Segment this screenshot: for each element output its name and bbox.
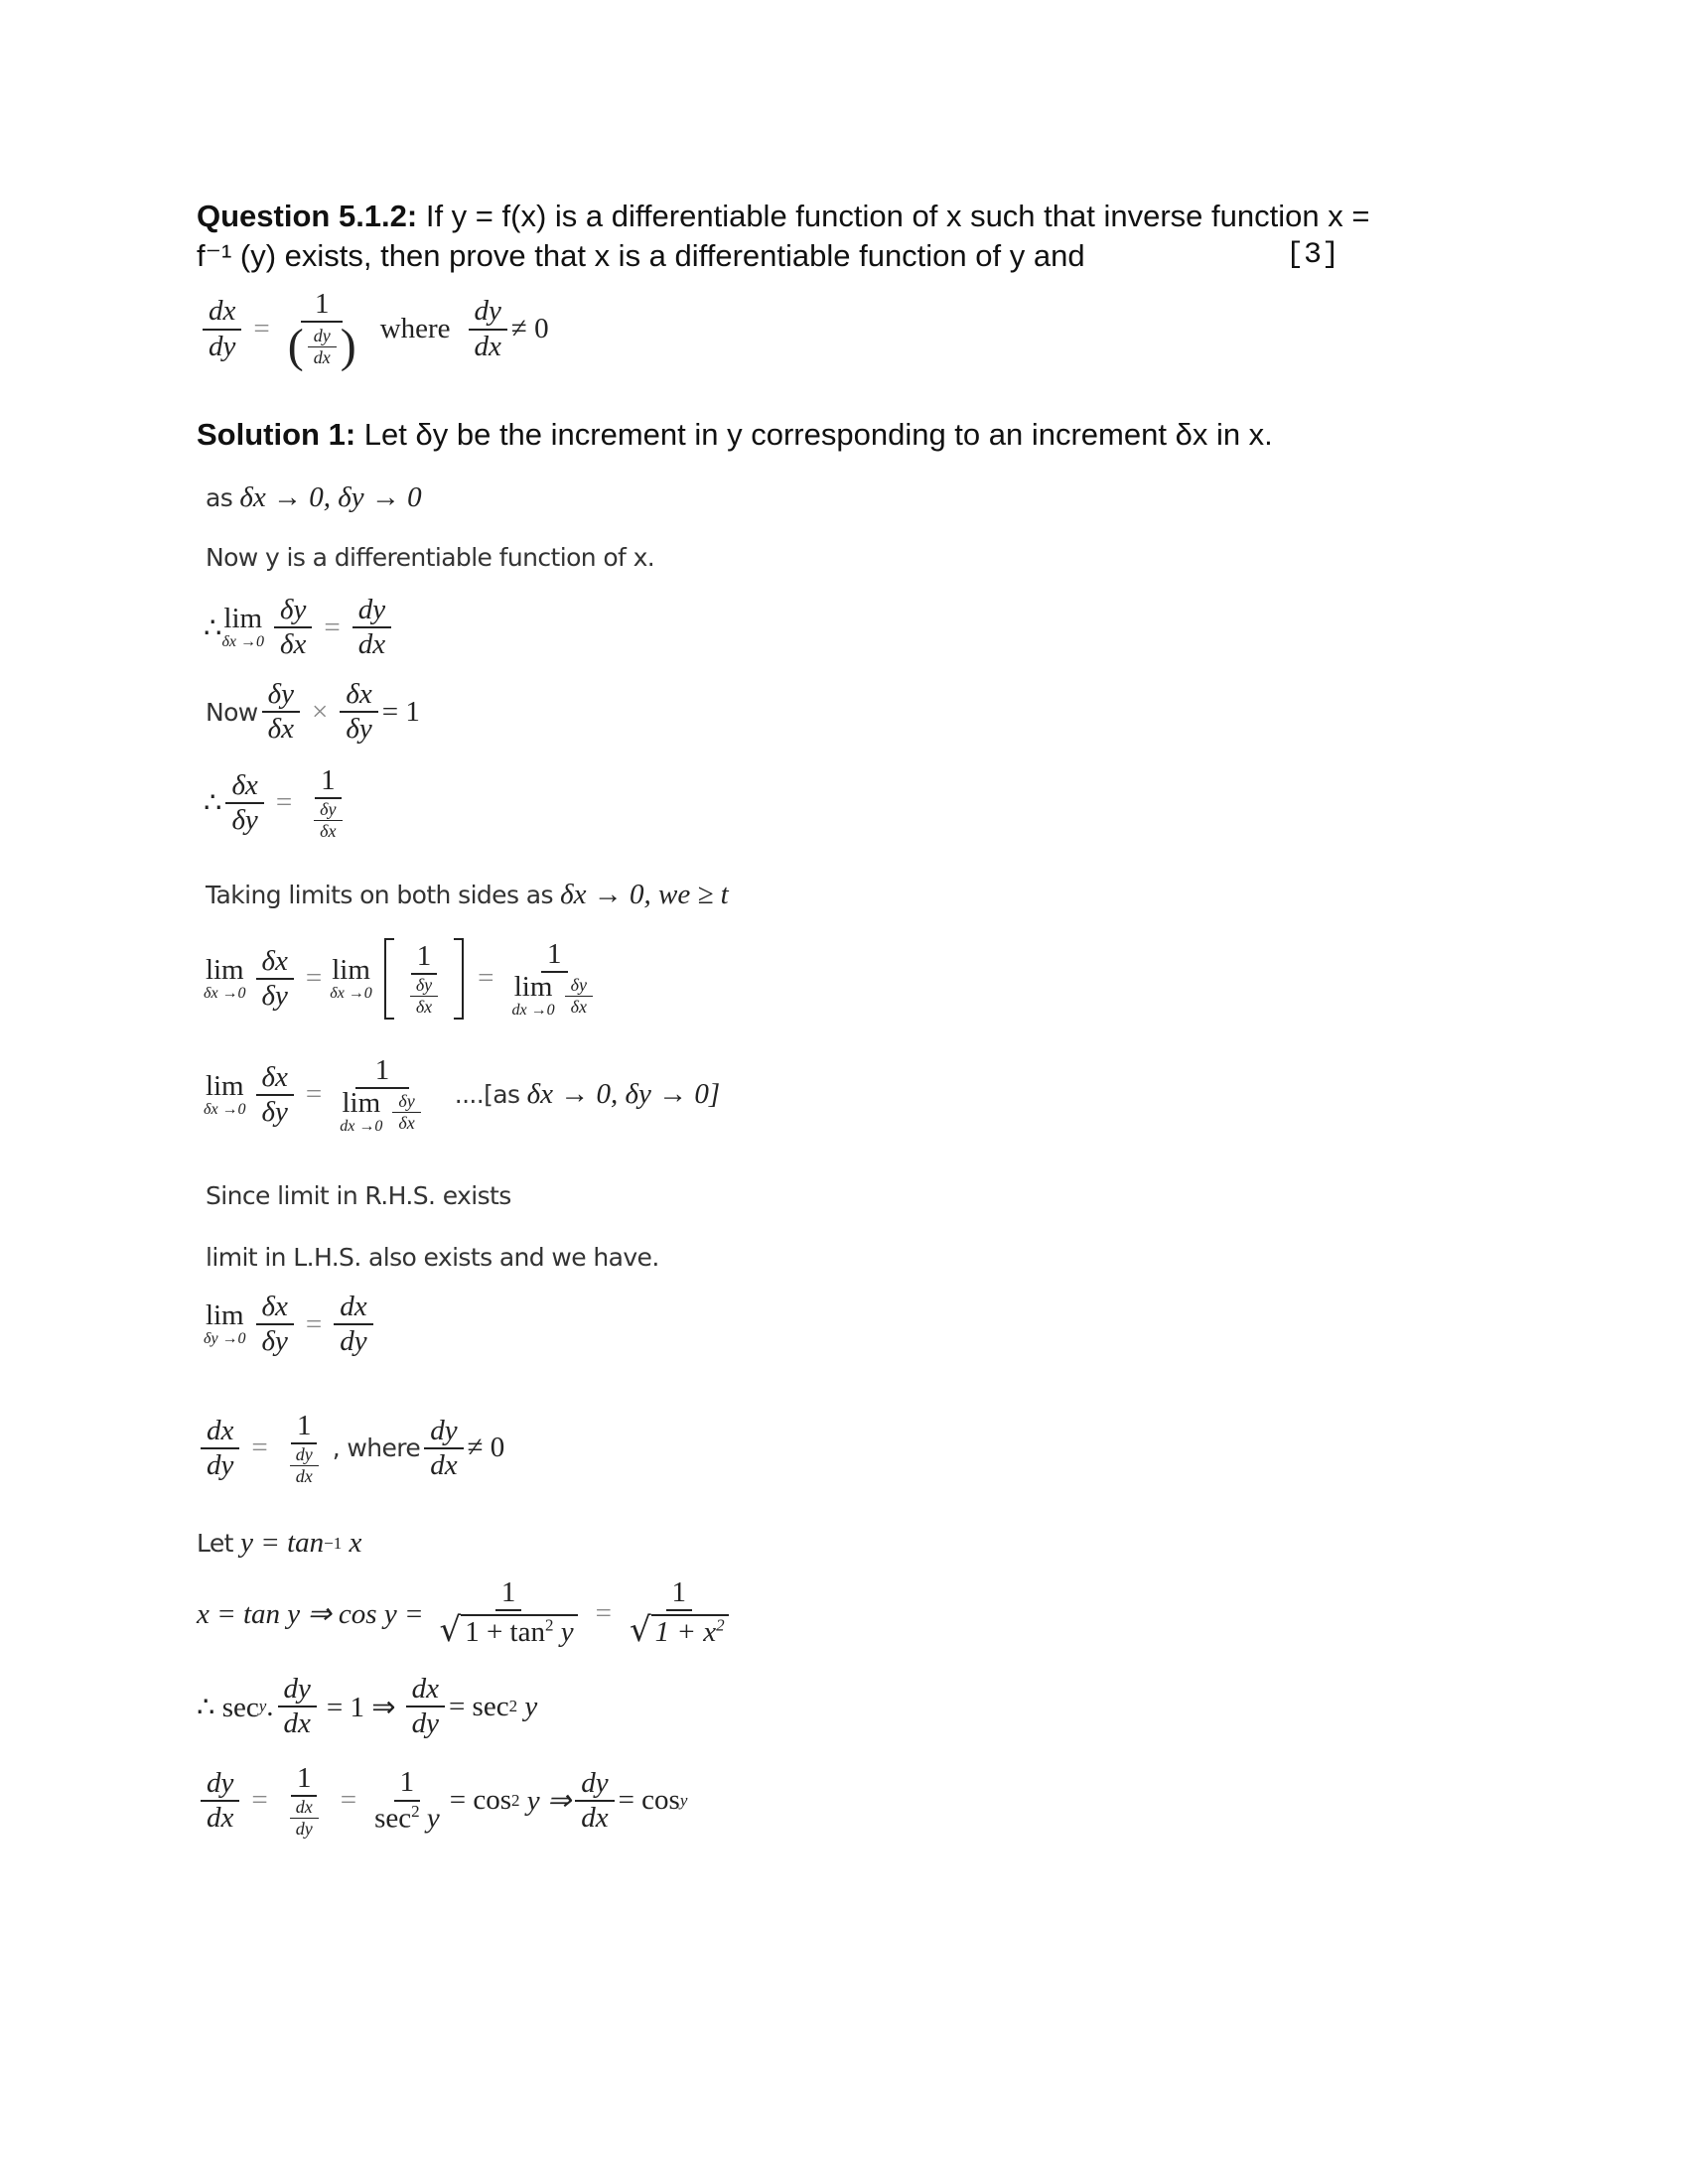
math-token: dx [474,330,501,362]
math-token: 1 + x [654,1616,717,1649]
math-token: 1 [315,764,342,799]
math-token: ≠ 0 [510,313,549,345]
math-token: = [305,1078,323,1111]
math-token: Taking limits on both sides as [206,881,553,909]
math-token: Now y is a differentiable function of x. [206,543,655,572]
math-token: δx [320,821,337,842]
math-token: y [426,1802,440,1835]
math-token: lim [223,603,263,635]
math-token: 1 + tan [465,1616,545,1649]
math-token: dx →0 [340,1118,383,1136]
math-token: 2 [511,1790,520,1810]
math-token: y = tan [240,1527,325,1559]
solution-heading [197,417,1273,453]
math-token: = cos [449,1784,512,1817]
step-3 [204,594,395,662]
math-token: dx [201,1415,239,1449]
math-token: δx [225,769,263,804]
math-token: y [560,1616,574,1649]
question-label: Question 5.1.2: [197,199,418,233]
math-token: dy [207,1448,234,1481]
math-token: dy [295,1819,313,1840]
math-token: δy [392,1091,420,1113]
math-token: y ⇒ [526,1785,572,1818]
math-token: 2 [411,1801,420,1821]
solution-intro: Let δy be the increment in y corresponding to an increment δx in x. [355,417,1273,452]
math-token: δx [398,1113,415,1134]
step-14: x = tan y ⇒ cos y = $\frac{1}{√ 1 + \tan^2 y}$ = $\frac{1}{√ 1 + x^2}$ [197,1576,739,1650]
math-token: where [379,313,451,345]
math-token: δx [256,1061,294,1096]
math-token: δy [274,594,312,628]
math-token: = [251,1432,268,1464]
math-token: ∴ [204,787,222,820]
step-15 [197,1673,537,1741]
math-token: ....[as [454,1080,520,1110]
math-token: dx [203,295,241,330]
math-token: 1 [541,938,568,973]
question-text-1: If y = f(x) is a differentiable function of x such that inverse function x = [417,199,1370,233]
math-token: δy →0 [204,1330,246,1348]
math-token: y [524,1690,538,1722]
math-token: lim [513,971,553,1004]
step-8 [204,1054,720,1136]
math-token: δy [346,713,372,746]
math-token: δy [261,1325,288,1358]
math-token: y [679,1790,688,1810]
math-token: 1 [666,1576,693,1611]
math-token: dy [352,594,391,628]
step-9 [206,1181,511,1210]
marks-badge: [3] [1286,238,1340,272]
math-token: . [266,1690,274,1722]
math-token: , where [332,1433,421,1463]
math-token: 1 [411,940,438,975]
step-16 [197,1762,687,1840]
math-token: Now [206,697,258,727]
math-token: = [340,1784,357,1817]
math-token: = 1 ⇒ [326,1691,396,1723]
math-token: ∴ sec [197,1691,259,1723]
math-token: = [275,786,293,819]
math-token: δx [256,1291,294,1325]
math-token: = [305,1307,323,1340]
math-token: dx [290,1797,319,1819]
step-10 [206,1243,659,1272]
question-formula: $\frac{dx}{dy}$ = 1 ( $\frac{dy}{dx}$ ) where $\frac{dy}{dx}$ ≠ 0 [199,288,549,370]
math-token: δy [565,975,593,997]
math-token: lim [342,1087,381,1120]
math-token: 1 [291,1410,318,1444]
math-token: dy [340,1325,367,1358]
math-token: δx → 0, δy → 0 [239,481,422,513]
math-token: dy [201,1767,239,1802]
step-1 [206,481,422,514]
math-token: ≠ 0 [467,1432,505,1464]
question-text-2: f⁻¹ (y) exists, then prove that x is a differentiable function of y and [197,238,1085,273]
step-7 [204,938,607,1020]
math-token: dy [308,326,337,347]
question-line-1 [197,199,1369,234]
math-token: Since limit in R.H.S. exists [206,1181,511,1210]
math-token: δy [261,979,288,1012]
math-token: y [258,1697,267,1716]
math-token: lim [205,1299,244,1332]
math-token: x = tan y ⇒ cos y = [197,1597,424,1630]
step-13 [197,1527,361,1560]
math-token: 1 [301,288,344,323]
math-token: δx [340,678,377,713]
step-6 [206,879,729,911]
math-token: δx [415,997,433,1018]
math-token: dy [290,1444,319,1466]
math-token: ∴ [204,612,222,644]
math-token: = [478,962,494,995]
math-token: dx [283,1707,311,1740]
math-token: as [206,483,233,512]
math-token: 1 [394,1766,421,1801]
math-token: 1 [495,1576,522,1611]
math-token: dy [469,295,507,330]
step-4 [206,678,420,747]
math-token: lim [205,953,244,986]
math-token: 1 [355,1054,410,1089]
math-token: δx →0 [330,984,372,1002]
math-token: dx [295,1466,313,1487]
math-token: δx →0 [204,984,246,1002]
math-token: dy [424,1415,463,1449]
math-token: δx → 0, δy → 0] [526,1078,721,1111]
math-token: δy [231,803,258,836]
math-token: dy [575,1767,614,1802]
math-token: dx [430,1448,458,1481]
math-token: δx [280,628,307,661]
math-token: −1 [324,1533,343,1553]
math-token: δy [314,799,342,821]
math-token: δx [570,997,587,1018]
question-line-2 [197,238,1085,274]
math-token: δy [410,975,438,997]
math-token: 2 [716,1615,725,1635]
math-token: Let [197,1529,233,1558]
math-token: dx [581,1801,609,1834]
math-token: dx [357,628,386,661]
math-token: × [312,695,329,728]
math-token: dy [411,1707,439,1740]
math-token: = [595,1596,612,1629]
math-token: limit in L.H.S. also exists and we have. [206,1243,659,1272]
math-token: dx [334,1291,372,1325]
math-token: dx [406,1673,445,1707]
step-12 [197,1410,504,1487]
math-token: x [349,1527,362,1559]
math-token: dy [278,1673,317,1707]
math-token: dx [207,1801,234,1834]
step-5 [204,764,356,842]
math-token: δx →0 [204,1100,246,1118]
math-token: = [253,313,270,345]
math-token: 1 [291,1762,318,1797]
math-token: sec [374,1802,412,1835]
math-token: δy [262,678,300,713]
math-token: dx →0 [511,1002,555,1020]
solution-label: Solution 1: [197,417,356,452]
math-token: lim [332,953,370,986]
math-token: dx [313,346,331,367]
math-token: = 1 [381,695,420,728]
step-11 [204,1291,377,1359]
math-token: 2 [545,1615,554,1635]
math-token: δx [256,945,294,980]
math-token: δy [261,1095,288,1128]
math-token: dy [209,330,236,362]
math-token: lim [205,1069,244,1102]
math-token: δx →0 [221,633,264,651]
math-token: = [324,611,341,643]
math-token: δx → 0, we ≥ t [560,879,729,910]
math-token: = [305,962,323,995]
math-token: = [251,1784,268,1817]
math-token: = cos [618,1784,680,1817]
math-token: = sec [448,1690,509,1722]
math-token: 2 [508,1697,518,1716]
math-token: δx [267,713,295,746]
step-2 [206,543,654,572]
